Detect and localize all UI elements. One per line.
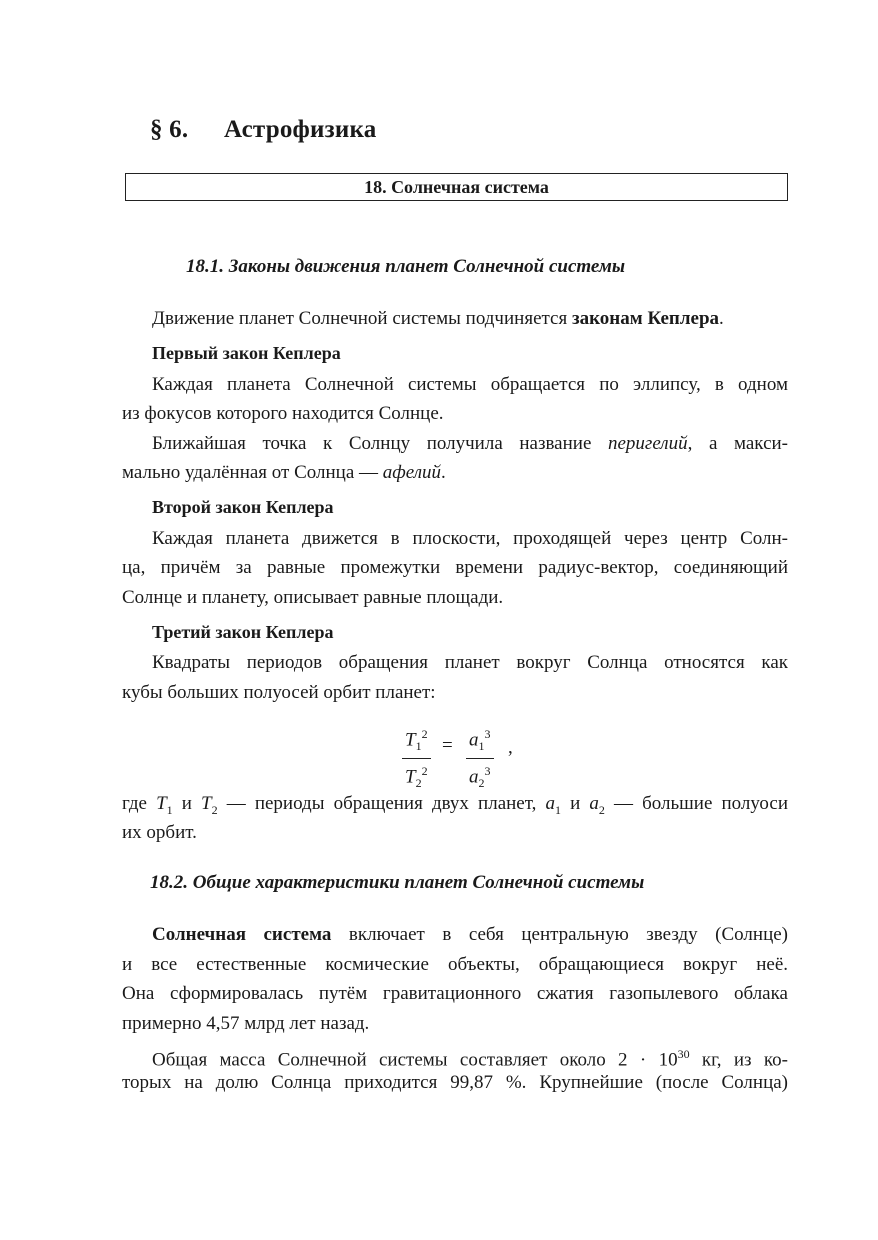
subsection-title-18-1: 18.1. Законы движения планет Солнечной системы: [186, 256, 626, 277]
solar-system-p2-line1: Общая масса Солнечной системы составляет около $2 \cdot 10^{30}$ кг, из ко-: [152, 1047, 788, 1071]
solar-system-p1-line3: Она сформировалась путём гравитационного сжатия газопылевого облака: [122, 983, 788, 1004]
solar-system-p1-line2: и все естественные космические объекты, обращающиеся вокруг неё.: [122, 954, 788, 975]
aphelion-term: афелий: [382, 462, 442, 483]
kepler-third-law-formula: $\frac{T_1^2}{T_2^2}$ = $\frac{a_1^3}{a_2^3}$ ,: [402, 722, 522, 782]
law1-line4: мально удалённая от Солнца — афелий.: [122, 462, 446, 483]
law3-heading: Третий закон Кеплера: [152, 622, 334, 642]
perihelion-term: перигелий: [608, 433, 688, 454]
section-title-box: 18. Солнечная система: [125, 173, 788, 201]
law1-line3: Ближайшая точка к Солнцу получила название перигелий, а макси-: [152, 433, 788, 454]
intro-paragraph: Движение планет Солнечной системы подчиняется законам Кеплера.: [152, 308, 724, 329]
law1-line2: из фокусов которого находится Солнце.: [122, 403, 444, 424]
equals-sign: =: [442, 735, 453, 756]
chapter-title: Астрофизика: [224, 116, 377, 143]
law2-line3: Солнце и планету, описывает равные площади.: [122, 587, 504, 608]
law3-line2: кубы больших полуосей орбит планет:: [122, 682, 436, 703]
rhs-fraction: $\frac{a_1^3}{a_2^3}$: [466, 722, 494, 795]
subsection-title-18-2: 18.2. Общие характеристики планет Солнечной системы: [150, 872, 645, 893]
law3-line1: Квадраты периодов обращения планет вокруг Солнца относятся как: [152, 652, 788, 673]
lhs-fraction: $\frac{T_1^2}{T_2^2}$: [402, 722, 431, 795]
solar-system-p1-line1: Солнечная система включает в себя центральную звезду (Солнце): [152, 924, 789, 945]
chapter-heading: [150, 116, 376, 144]
solar-system-term: Солнечная система: [152, 924, 332, 945]
formula-explanation-line1: где $T_1$ и $T_2$ — периоды обращения двух планет, $a_1$ и $a_2$ — большие полуоси: [122, 793, 788, 817]
solar-system-p1-line4: примерно 4,57 млрд лет назад.: [122, 1013, 370, 1034]
formula-explanation-line2: их орбит.: [122, 822, 197, 843]
law1-heading: Первый закон Кеплера: [152, 343, 341, 363]
law1-line1: Каждая планета Солнечной системы обращается по эллипсу, в одном: [152, 374, 788, 395]
chapter-number: § 6.: [150, 116, 189, 143]
law2-heading: Второй закон Кеплера: [152, 497, 334, 517]
law2-line2: ца, причём за равные промежутки времени радиус-вектор, соединяющий: [122, 557, 788, 578]
solar-system-p2-line2: торых на долю Солнца приходится 99,87 %. Крупнейшие (после Солнца): [122, 1072, 788, 1093]
kepler-laws-term: законам Кеплера: [571, 308, 720, 329]
law2-line1: Каждая планета движется в плоскости, проходящей через центр Солн-: [152, 528, 788, 549]
